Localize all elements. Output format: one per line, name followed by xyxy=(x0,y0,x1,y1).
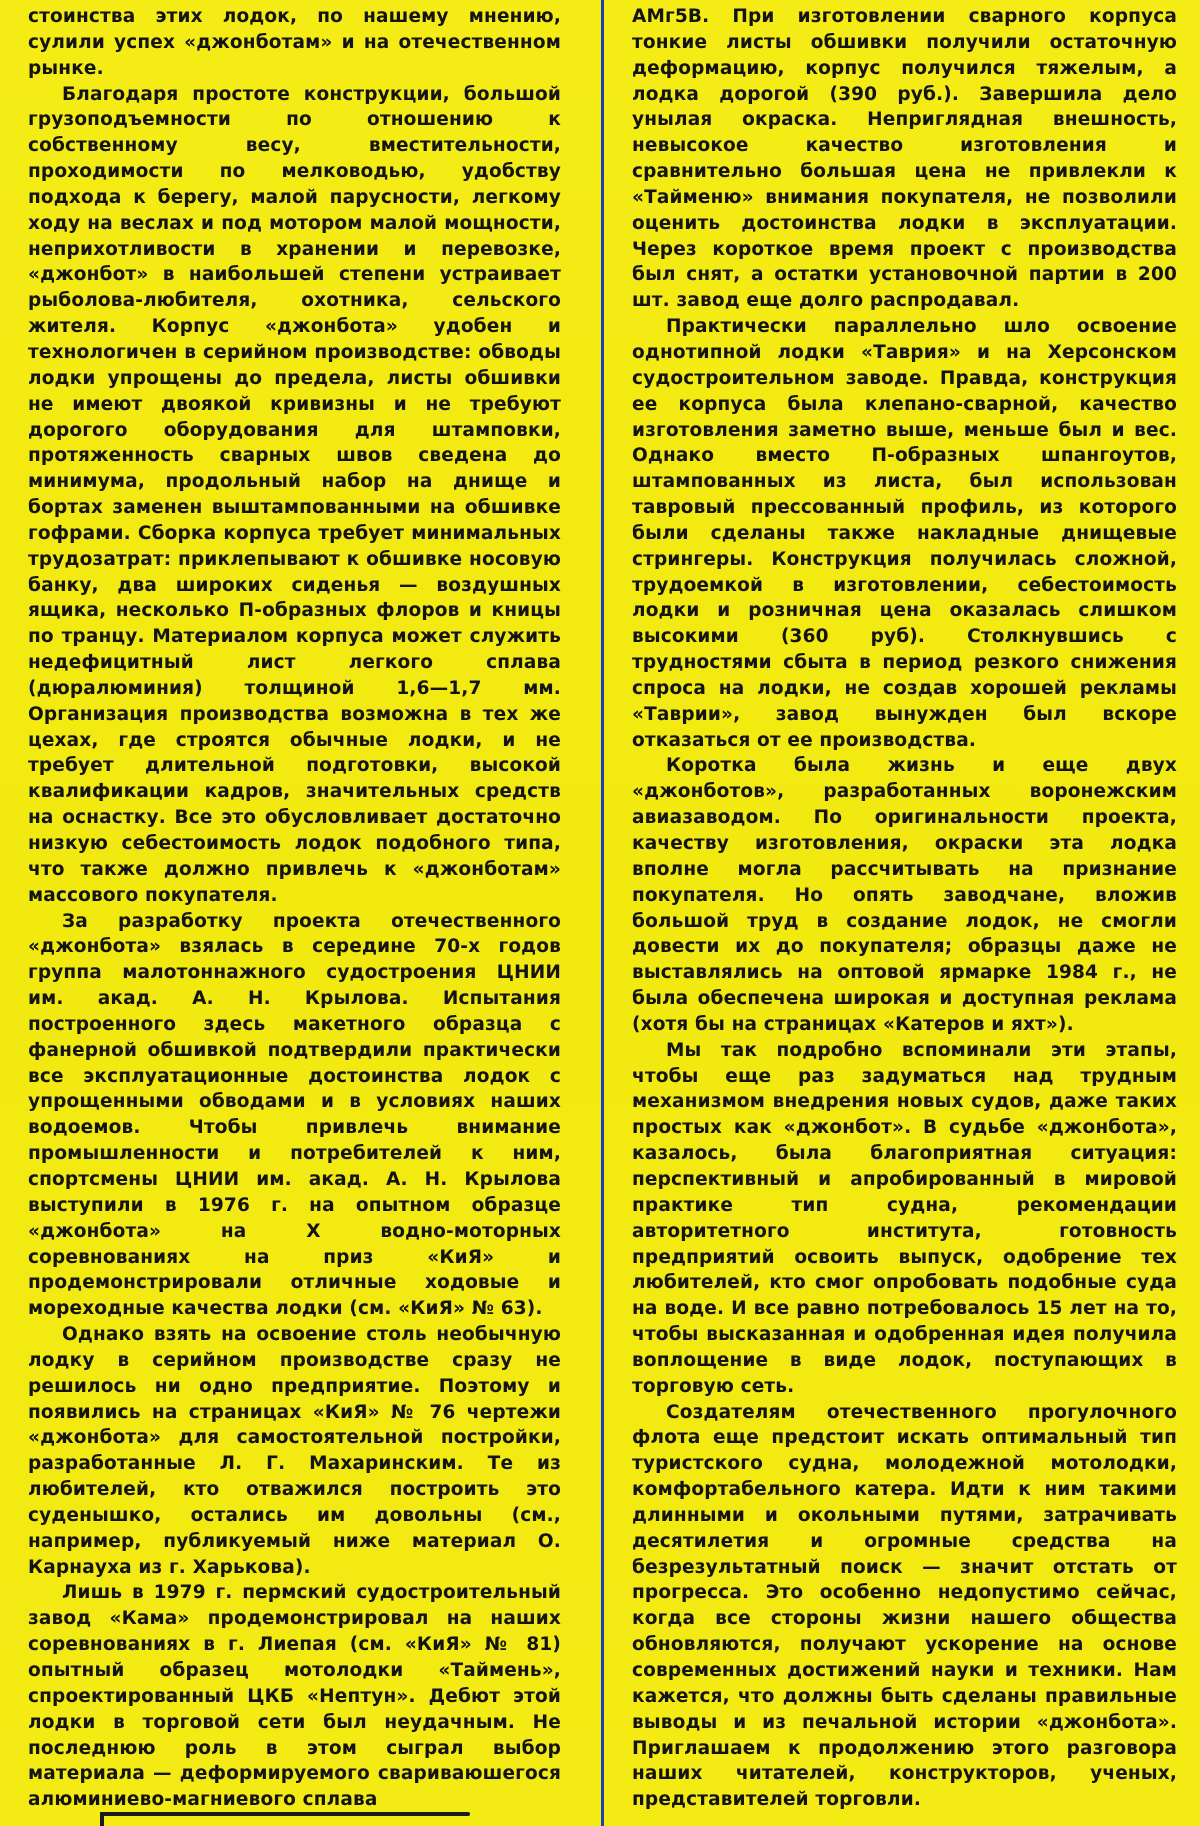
bottom-frame-corner xyxy=(100,1812,104,1826)
paragraph: стоинства этих лодок, по нашему мнению, сулили успех «джонботам» и на отечественном рынке. xyxy=(28,6,561,79)
text-column-right xyxy=(632,4,1177,1816)
paragraph: Мы так подробно вспоминали эти этапы, чтобы еще раз задуматься над трудным механизмом внедрения новых судов, даже таких простых как «джонбот». В судьбе «джонбота», казалось, была благоприятная ситуация: перспективный и апробированный в мировой практике тип судна, рекомендации авторитетного института, готовность предприятий освоить выпуск, одобрение тех любителей, кто смог опробовать подобные суда на воде. И все равно потребовалось 15 лет на то, чтобы высказанная и одобренная идея получила воплощение в виде лодок, поступающих в торговую сеть. xyxy=(632,1039,1177,1397)
paragraph: Однако взять на освоение столь необычную лодку в серийном производстве сразу не решилось ни одно предприятие. Поэтому и появились на страницах «КиЯ» № 76 чертежи «джонбота» для самостоятельной постройки, разработанные Л. Г. Махаринским. Те из любителей, кто отважился построить это суденышко, остались им довольны (см., например, публикуемый ниже материал О. Карнауха из г. Харькова). xyxy=(28,1324,561,1578)
paragraph: Практически параллельно шло освоение однотипной лодки «Таврия» и на Херсонском судостроительном заводе. Правда, конструкция ее корпуса была клепано-сварной, качество изготовления заметно выше, меньше был и вес. Однако вместо П-образных шпангоутов, штампованных из листа, был использован тавровый прессованный профиль, из которого были сделаны также накладные днищевые стрингеры. Конструкция получилась сложной, трудоемкой в изготовлении, себестоимость лодки и розничная цена оказалась слишком высокими (360 руб). Столкнувшись с трудностями сбыта в период резкого снижения спроса на лодки, не создав хорошей рекламы «Таврии», завод вынужден был вскоре отказаться от ее производства. xyxy=(632,316,1177,751)
paragraph: АМг5В. При изготовлении сварного корпуса тонкие листы обшивки получили остаточную деформацию, корпус получился тяжелым, а лодка дорогой (390 руб.). Завершила дело унылая окраска. Неприглядная внешность, невысокое качество изготовления и сравнительно большая цена не привлекли к «Тайменю» внимания покупателя, не позволили оценить достоинства лодки в эксплуатации. Через короткое время проект с производства был снят, а остатки установочной партии в 200 шт. завод еще долго распродавал. xyxy=(632,6,1177,312)
paragraph: Создателям отечественного прогулочного флота еще предстоит искать оптимальный тип туристского судна, молодежной мотолодки, комфортабельного катера. Идти к ним такими длинными и окольными путями, затрачивать десятилетия и огромные средства на безрезультатный поиск — значит отстать от прогресса. Это особенно недопустимо сейчас, когда все стороны жизни нашего общества обновляются, получают ускорение на основе современных достижений науки и техники. Нам кажется, что должны быть сделаны правильные выводы и из печальной истории «джонбота». Приглашаем к продолжению этого разговора наших читателей, конструкторов, ученых, представителей торговли. xyxy=(632,1401,1177,1811)
text-column-left xyxy=(28,4,561,1816)
column-divider xyxy=(601,0,604,1826)
bottom-frame-line xyxy=(100,1812,470,1816)
paragraph: Благодаря простоте конструкции, большой грузоподъемности по отношению к собственному весу, вместительности, проходимости по мелководью, удобству подхода к берегу, малой парусности, легкому ходу на веслах и под мотором малой мощности, неприхотливости в хранении и перевозке, «джонбот» в наибольшей степени устраивает рыболова-любителя, охотника, сельского жителя. Корпус «джонбота» удобен и технологичен в серийном производстве: обводы лодки упрощены до предела, листы обшивки не имеют двоякой кривизны и не требуют дорогого оборудования для штамповки, протяженность сварных швов сведена до минимума, продольный набор на днище и бортах заменен выштампованными на обшивке гофрами. Сборка корпуса требует минимальных трудозатрат: приклепывают к обшивке носовую банку, два широких сиденья — воздушных ящика, несколько П-образных флоров и кницы по транцу. Материалом корпуса может служить недефицитный лист легкого сплава (дюралюминия) толщиной 1,6—1,7 мм. Организация производства возможна в тех же цехах, где строятся обычные лодки, и не требует длительной подготовки, высокой квалификации кадров, значительных средств на оснастку. Все это обусловливает достаточно низкую себестоимость лодок подобного типа, что также должно привлечь к «джонботам» массового покупателя. xyxy=(28,83,561,906)
paragraph: Лишь в 1979 г. пермский судостроительный завод «Кама» продемонстрировал на наших соревнованиях в г. Лиепая (см. «КиЯ» № 81) опытный образец мотолодки «Таймень», спроектированный ЦКБ «Нептун». Дебют этой лодки в торговой сети был неудачным. Не последнюю роль в этом сыграл выбор материала — деформируемого свариваюшегося алюминиево-магниевого сплава xyxy=(28,1582,561,1811)
paragraph: Коротка была жизнь и еще двух «джонботов», разработанных воронежским авиазаводом. По оригинальности проекта, качеству изготовления, окраски эта лодка вполне могла рассчитывать на признание покупателя. Но опять заводчане, вложив большой труд в создание лодок, не смогли довести их до покупателя; образцы даже не выставлялись на оптовой ярмарке 1984 г., не была обеспечена широкая и доступная реклама (хотя бы на страницах «Катеров и яхт»). xyxy=(632,755,1177,1035)
paragraph: За разработку проекта отечественного «джонбота» взялась в середине 70-х годов группа малотоннажного судостроения ЦНИИ им. акад. А. Н. Крылова. Испытания построенного здесь макетного образца с фанерной обшивкой подтвердили практически все эксплуатационные достоинства лодок с упрощенными обводами и в условиях наших водоемов. Чтобы привлечь внимание промышленности и потребителей к ним, спортсмены ЦНИИ им. акад. А. Н. Крылова выступили в 1976 г. на опытном образце «джонбота» на X водно-моторных соревнованиях на приз «КиЯ» и продемонстрировали отличные ходовые и мореходные качества лодки (см. «КиЯ» № 63). xyxy=(28,910,561,1320)
